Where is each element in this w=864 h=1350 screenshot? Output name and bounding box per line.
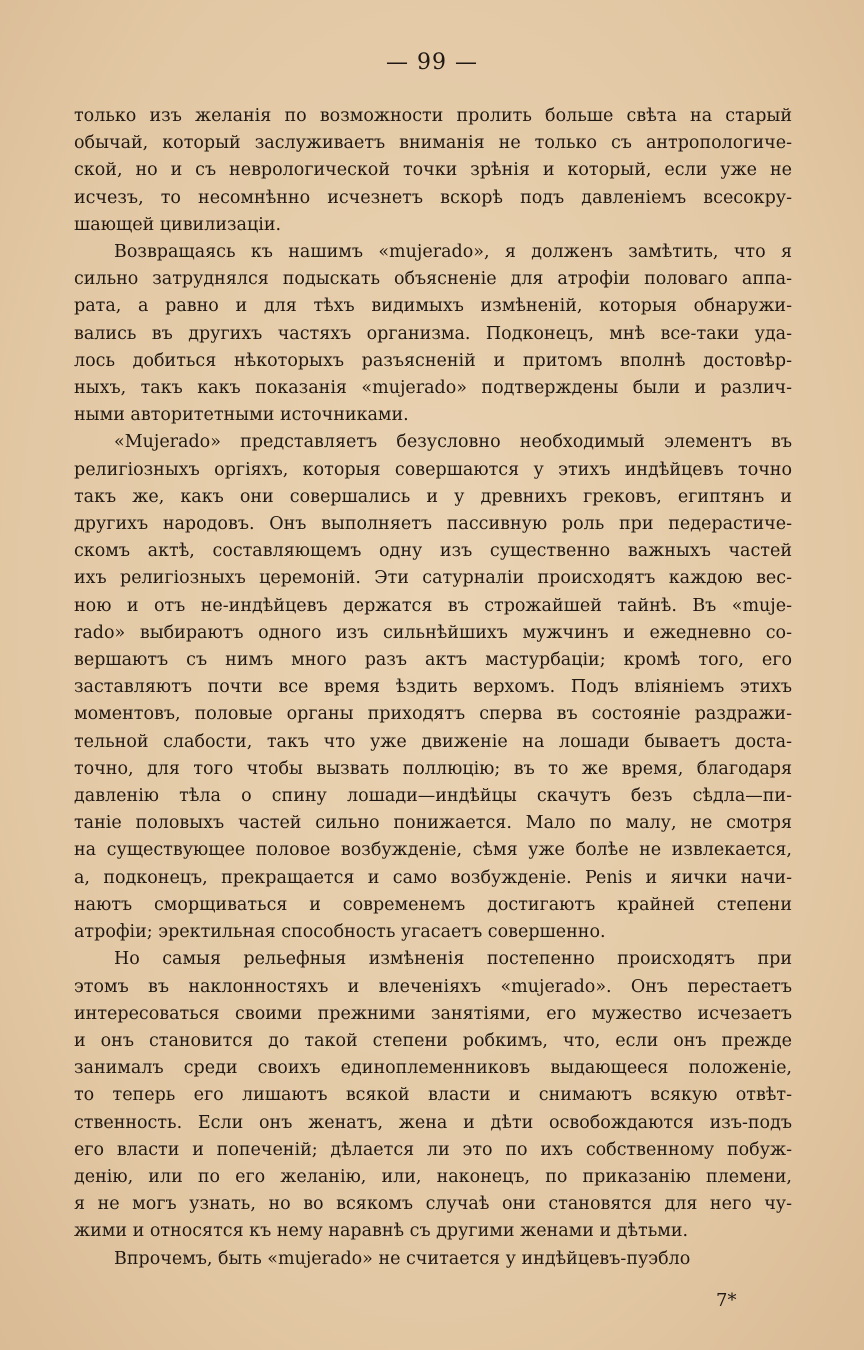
text-line: интересоваться своими прежними занятіями, его мужество исчезаетъ [74,1003,792,1024]
text-line: религіозныхъ оргіяхъ, которыя совершаются у этихъ индѣйцевъ точно [74,459,792,480]
text-line: вались въ другихъ частяхъ организма. Подконецъ, мнѣ все-таки уда- [74,323,792,344]
text-line: я не могъ узнать, но во всякомъ случаѣ они становятся для него чу- [74,1194,792,1215]
text-line: рата, а равно и для тѣхъ видимыхъ измѣненій, которыя обнаружи- [74,296,792,317]
text-line: только изъ желанія по возможности пролить больше свѣта на старый [74,106,792,126]
text-line: а, подконецъ, прекращается и само возбужденіе. Penis и яички начи- [74,867,792,888]
text-line: «Mujerado» представляетъ безусловно необходимый элементъ въ [114,432,792,453]
text-line: обычай, который заслуживаетъ вниманія не только съ антропологиче- [74,133,792,154]
text-line: наютъ сморщиваться и современемъ достигаютъ крайней степени [74,894,792,915]
text-line: сильно затруднялся подыскать объясненіе для атрофіи половаго аппа- [74,269,792,290]
text-line: денію, или по его желанію, или, наконецъ, по приказанію племени, [74,1166,792,1187]
text-line: занималъ среди своихъ единоплеменниковъ выдающееся положеніе, [74,1058,792,1079]
page-number: — 99 — [386,50,478,75]
text-line: его власти и попеченій; дѣлается ли это по ихъ собственному побуж- [74,1139,792,1160]
text-line: ныхъ, такъ какъ показанія «mujerado» подтверждены были и различ- [74,378,792,399]
text-line: точно, для того чтобы вызвать поллюцію; въ то же время, благодаря [74,758,792,779]
text-line: вершаютъ съ нимъ много разъ актъ мастурбаціи; кромѣ того, его [74,650,792,671]
text-line: таніе половыхъ частей сильно понижается. Мало по малу, не смотря [74,813,792,834]
text-line: ской, но и съ неврологической точки зрѣнія и который, если уже не [74,160,792,181]
text-line: ными авторитетными источниками. [74,405,409,426]
text-line: Возвращаясь къ нашимъ «mujerado», я долженъ замѣтить, что я [114,242,792,263]
text-line: rado» выбираютъ одного изъ сильнѣйшихъ мужчинъ и ежедневно со- [74,622,792,643]
text-line: заставляютъ почти все время ѣздить верхомъ. Подъ вліяніемъ этихъ [74,677,792,698]
text-line: исчезъ, то несомнѣнно исчезнетъ вскорѣ подъ давленіемъ всесокру- [74,187,792,208]
text-line: этомъ въ наклонностяхъ и влеченіяхъ «mujerado». Онъ перестаетъ [74,976,792,997]
text-line: ною и отъ не-индѣйцевъ держатся въ строжайшей тайнѣ. Въ «muje- [74,595,792,616]
text-line: и онъ становится до такой степени робкимъ, что, если онъ прежде [74,1030,792,1051]
text-line: Но самыя рельефныя измѣненія постепенно происходятъ при [114,949,792,970]
text-line: шающей цивилизаціи. [74,214,282,235]
text-line: Впрочемъ, быть «mujerado» не считается у индѣйцевъ-пуэбло [114,1248,691,1269]
text-line: ихъ религіозныхъ церемоній. Эти сатурналіи происходятъ каждою вес- [74,568,792,589]
text-line: атрофіи; эректильная способность угасаетъ совершенно. [74,922,606,943]
text-line: жими и относятся къ нему наравнѣ съ другими женами и дѣтьми. [74,1221,689,1242]
text-line: скомъ актѣ, составляющемъ одну изъ существенно важныхъ частей [74,541,792,562]
text-line: давленію тѣла о спину лошади—индѣйцы скачутъ безъ сѣдла—пи- [74,786,792,807]
text-line: такъ же, какъ они совершались и у древнихъ грековъ, египтянъ и [74,486,792,507]
text-line: тельной слабости, такъ что уже движеніе на лошади бываетъ доста- [74,731,792,752]
text-line: лось добиться нѣкоторыхъ разъясненій и притомъ вполнѣ достовѣр- [74,350,792,371]
text-line: ственность. Если онъ женатъ, жена и дѣти освобождаются изъ-подъ [74,1112,792,1133]
text-line: то теперь его лишаютъ всякой власти и снимаютъ всякую отвѣт- [74,1085,792,1106]
signature-mark: 7* [716,1290,737,1311]
body-text [74,103,792,1273]
text-line: другихъ народовъ. Онъ выполняетъ пассивную роль при педерастиче- [74,514,792,535]
text-line: моментовъ, половые органы приходятъ сперва въ состояніе раздражи- [74,704,792,725]
text-line: на существующее половое возбужденіе, сѣмя уже болѣе не извлекается, [74,840,792,861]
